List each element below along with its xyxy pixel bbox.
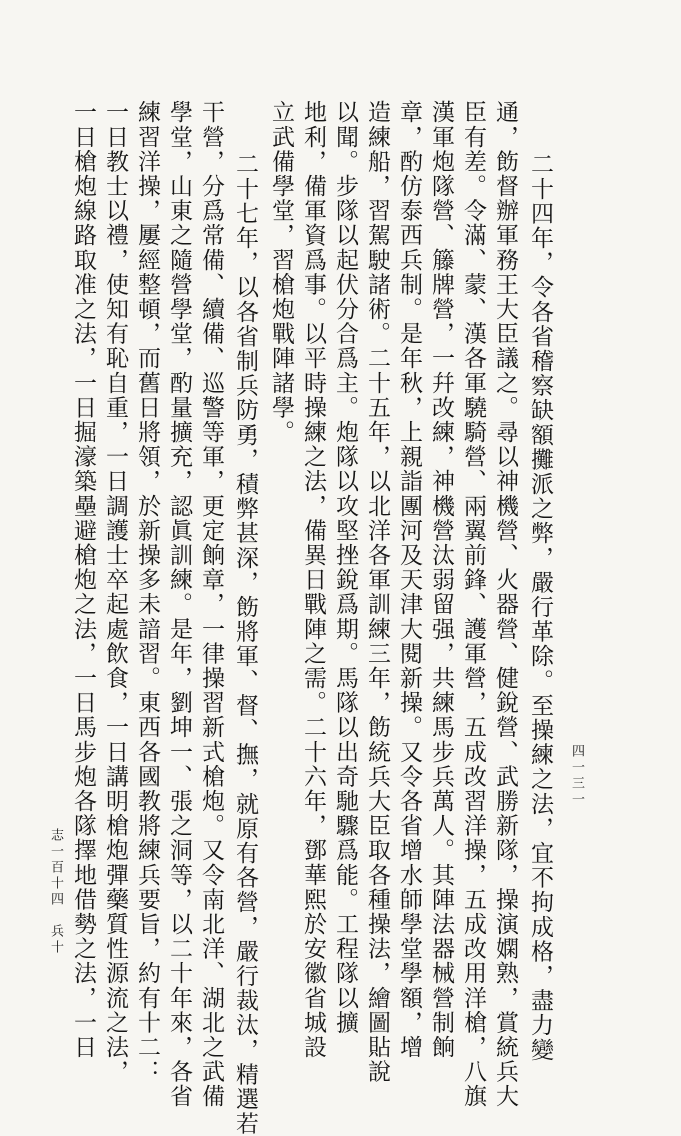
text-column-15: 一日槍炮線路取准之法，一日掘濠築壘避槍炮之法，一日馬步炮各隊擇地借勢之法，一日 — [70, 100, 96, 1060]
text-column-7: 以聞。步隊以起伏分合爲主。炮隊以攻堅挫銳爲期。馬隊以出奇馳驟爲能。工程隊以擴 — [332, 100, 358, 1035]
running-title: 志一百十四 兵十 — [48, 828, 63, 956]
text-column-10: 二十七年，以各省制兵防勇，積弊甚深，飭將軍、督、撫，就原有各營，嚴行裁汰，精選若 — [232, 152, 258, 1136]
page-number: 四一三一 — [569, 744, 584, 808]
text-column-3: 臣有差。令滿、蒙、漢各軍驍騎營、兩翼前鋒、護軍營，五成改習洋操，五成改用洋槍，八旗 — [460, 100, 486, 1109]
text-column-4: 漢軍炮隊營、籐牌營，一幷改練，神機營汰弱留强，共練馬步兵萬人。其陣法器械營制餉 — [428, 100, 454, 1060]
text-column-6: 造練船，習駕駛諸術。二十五年，以北洋各軍訓練三年，飭統兵大臣取各種操法，繪圖貼說 — [364, 100, 390, 1084]
text-column-13: 練習洋操，屢經整頓，而舊日將領，於新操多未諳習。東西各國教將練兵要旨，約有十二： — [134, 100, 160, 1084]
text-column-2: 通，飭督辦軍務王大臣議之。尋以神機營、火器營、健銳營、武勝新隊，操演嫻熟，賞統兵大 — [492, 100, 518, 1109]
text-column-14: 一日教士以禮，使知有恥自重，一日調護士卒起處飲食，一日講明槍炮彈藥質性源流之法， — [102, 100, 128, 1084]
text-column-9: 立武備學堂，習槍炮戰陣諸學。 — [268, 100, 294, 445]
text-column-8: 地利，備軍資爲事。以平時操練之法，備異日戰陣之需。二十六年，鄧華熙於安徽省城設 — [300, 100, 326, 1060]
text-column-1: 二十四年，令各省稽察缺額攤派之弊，嚴行革除。至操練之法，宜不拘成格，盡力變 — [527, 152, 553, 1063]
text-column-5: 章，酌仿泰西兵制。是年秋，上親詣團河及天津大閱新操。又令各省增水師學堂學額，增 — [396, 100, 422, 1060]
text-column-12: 學堂，山東之隨營學堂，酌量擴充，認眞訓練。是年，劉坤一、張之洞等，以二十年來，各省 — [166, 100, 192, 1109]
text-column-11: 干營，分爲常備、續備、巡警等軍，更定餉章，一律操習新式槍炮。又令南北洋、湖北之武備 — [198, 100, 224, 1109]
